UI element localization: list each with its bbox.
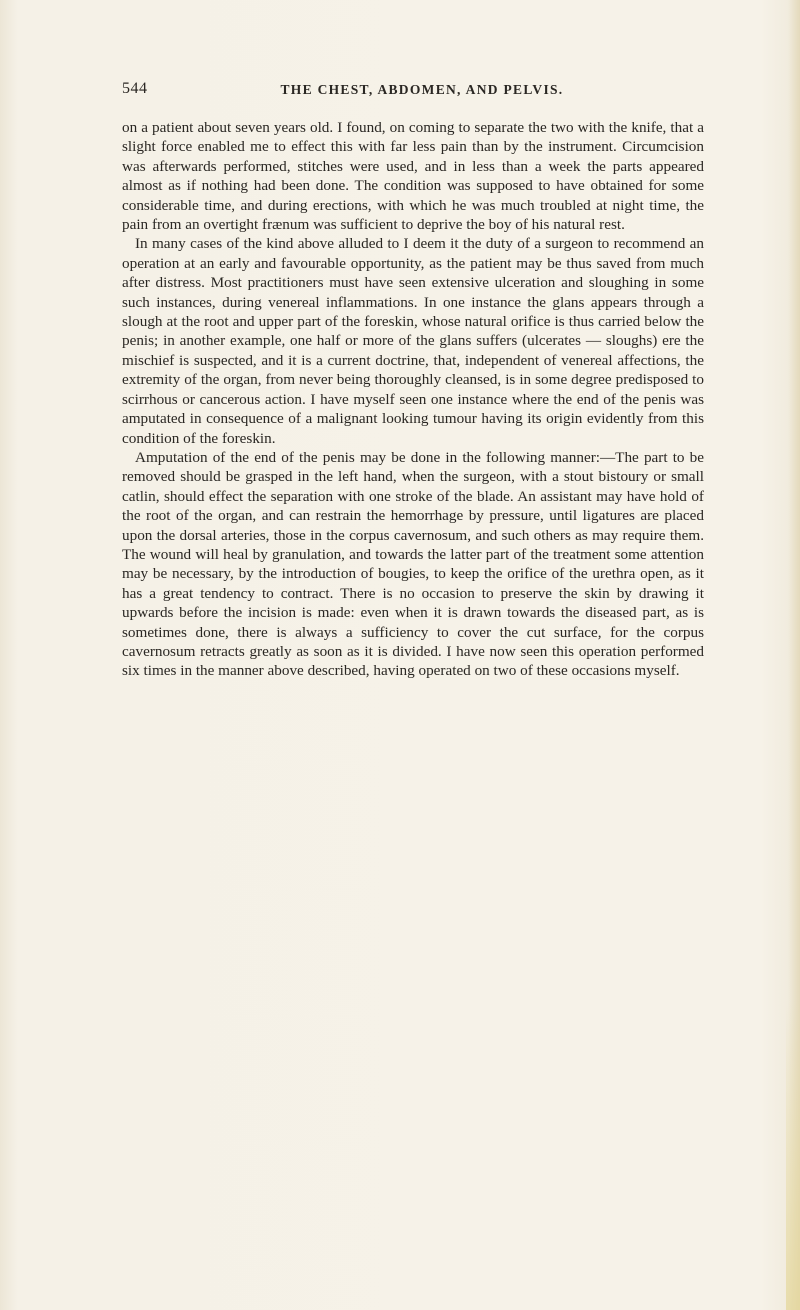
running-head <box>122 80 702 104</box>
paragraph-continued: on a patient about seven years old. I found, on coming to separate the two with the knife, that a slight force enabled me to effect this with far less pain than by the instrument. Circumcision was afterwards performed, stitches were used, and in less than a week the parts appeared almost as if nothing had been done. The condition was supposed to have obtained for some considerable time, and during erections, with which he was much troubled at night time, the pain from an overtight frænum was sufficient to deprive the boy of his natural rest. <box>122 119 704 234</box>
page-number: 544 <box>122 80 148 97</box>
running-title: THE CHEST, ABDOMEN, AND PELVIS. <box>280 82 564 97</box>
body-text <box>122 118 704 681</box>
page-edge-stain <box>786 1000 800 1310</box>
paragraph: In many cases of the kind above alluded to I deem it the duty of a surgeon to recommend an operation at an early and favourable opportunity, as the patient may be thus saved from much after distress. Most practitioners must have seen extensive ulceration and sloughing in some such instances, during venereal inflammations. In one instance the glans appears through a slough at the root and upper part of the foreskin, whose natural orifice is thus carried below the penis; in another example, one half or more of the glans suffers (ulcerates — sloughs) ere the mischief is suspected, and it is a current doctrine, that, independent of venereal affections, the extremity of the organ, from never being thoroughly cleansed, is in some degree predisposed to scirrhous or cancerous action. I have myself seen one instance where the end of the penis was amputated in consequence of a malignant looking tumour having its origin evidently from this condition of the foreskin. <box>122 235 704 447</box>
paragraph: Amputation of the end of the penis may be done in the following manner:—The part to be removed should be grasped in the left hand, when the surgeon, with a stout bistoury or small catlin, should effect the separation with one stroke of the blade. An assistant may have hold of the root of the organ, and can restrain the hemorrhage by pressure, until ligatures are placed upon the dorsal arteries, those in the corpus cavernosum, and such others as may require them. The wound will heal by granulation, and towards the latter part of the treatment some attention may be necessary, by the introduction of bougies, to keep the orifice of the urethra open, as it has a great tendency to contract. There is no occasion to preserve the skin by drawing it upwards before the incision is made: even when it is drawn towards the diseased part, as is sometimes done, there is always a sufficiency to cover the cut surface, for the corpus cavernosum retracts greatly as soon as it is divided. I have now seen this operation performed six times in the manner above described, having operated on two of these occasions myself. <box>122 448 704 680</box>
